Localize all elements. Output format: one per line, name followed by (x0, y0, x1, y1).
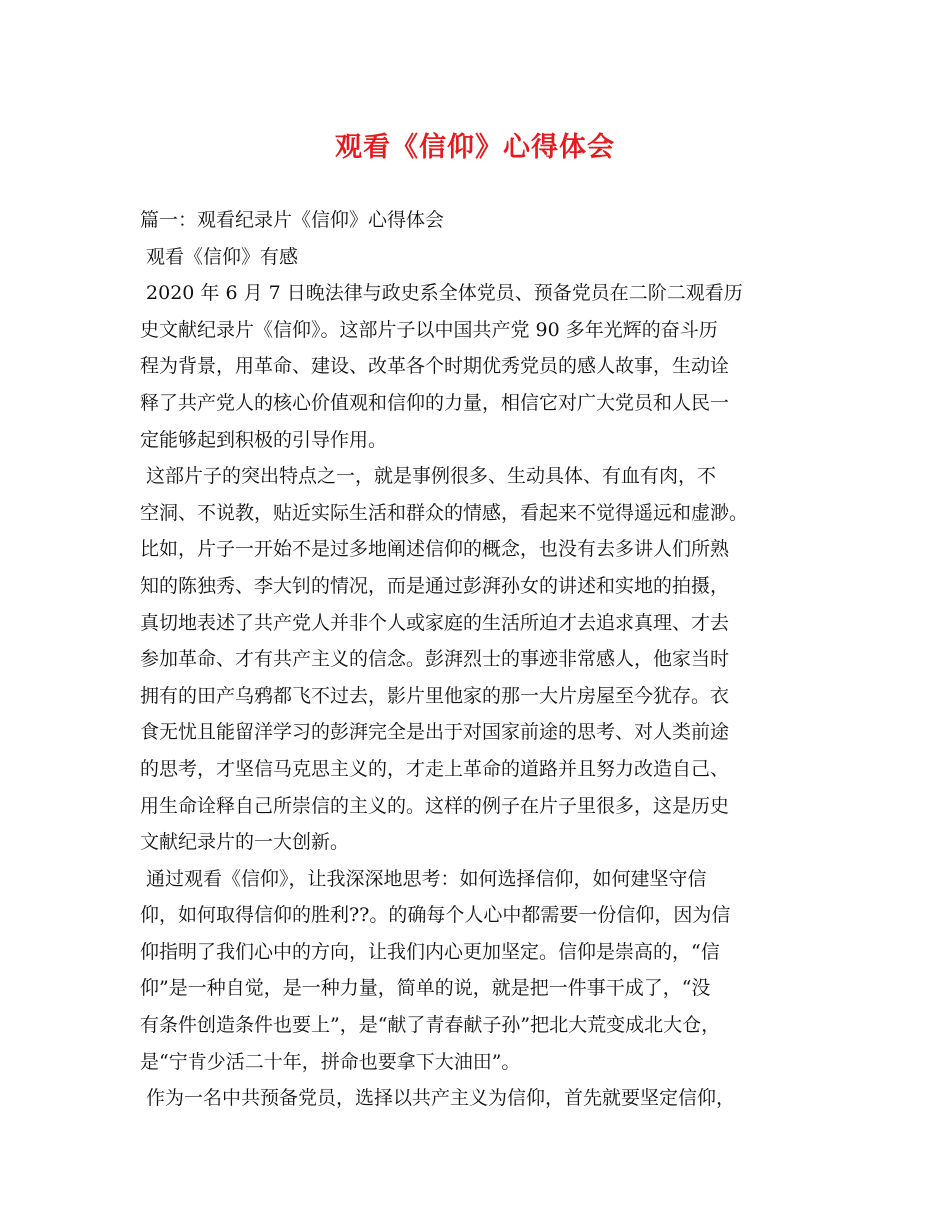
text-line: 2020 年 6 月 7 日晚法律与政史系全体党员、预备党员在二阶二观看历 (140, 282, 743, 305)
text-line: 作为一名中共预备党员，选择以共产主义为信仰，首先就要坚定信仰， (140, 1087, 736, 1110)
text-line: 参加革命、才有共产主义的信念。彭湃烈士的事迹非常感人，他家当时 (140, 648, 730, 671)
paragraph (140, 202, 830, 239)
document-title: 观看《信仰》心得体会 (335, 132, 615, 163)
text-line: 仰”是一种自觉，是一种力量，简单的说，就是把一件事干成了，“没 (140, 977, 711, 1000)
text-line: 是“宁肯少活二十年，拼命也要拿下大油田”。 (140, 1050, 521, 1073)
paragraph (140, 458, 830, 861)
paragraph (140, 1080, 830, 1117)
text-line: 释了共产党人的核心价值观和信仰的力量，相信它对广大党员和人民一 (140, 391, 730, 414)
text-line: 拥有的田产乌鸦都飞不过去，影片里他家的那一大片房屋至今犹存。衣 (140, 684, 730, 707)
text-line: 文献纪录片的一大创新。 (140, 831, 350, 854)
paragraph (140, 275, 830, 458)
text-line: 观看《信仰》有感 (140, 245, 299, 268)
text-line: 定能够起到积极的引导作用。 (140, 428, 388, 451)
text-line: 知的陈独秀、李大钊的情况，而是通过彭湃孙女的讲述和实地的拍摄， (140, 574, 730, 597)
text-line: 有条件创造条件也要上”，是“献了青春献子孙”把北大荒变成北大仓， (140, 1014, 721, 1037)
text-line: 篇一：观看纪录片《信仰》心得体会 (140, 209, 445, 231)
text-line: 程为背景，用革命、建设、改革各个时期优秀党员的感人故事，生动诠 (140, 355, 730, 378)
text-line: 真切地表述了共产党人并非个人或家庭的生活所迫才去追求真理、才去 (140, 611, 730, 634)
paragraph (140, 861, 830, 1081)
text-line: 食无忧且能留洋学习的彭湃完全是出于对国家前途的思考、对人类前途 (140, 721, 730, 744)
text-line: 比如，片子一开始不是过多地阐述信仰的概念，也没有去多讲人们所熟 (140, 538, 730, 561)
text-line: 仰，如何取得信仰的胜利??。的确每个人心中都需要一份信仰，因为信 (140, 904, 731, 927)
text-line: 这部片子的突出特点之一，就是事例很多、生动具体、有血有肉，不 (140, 465, 717, 488)
text-line: 空洞、不说教，贴近实际生活和群众的情感，看起来不觉得遥远和虚渺。 (140, 501, 749, 524)
text-line: 仰指明了我们心中的方向，让我们内心更加坚定。信仰是崇高的，“信 (140, 940, 720, 963)
text-line: 用生命诠释自己所崇信的主义的。这样的例子在片子里很多，这是历史 (140, 794, 730, 817)
paragraph (140, 239, 830, 276)
text-line: 史文献纪录片《信仰》。这部片子以中国共产党 90 多年光辉的奋斗历 (140, 318, 718, 341)
document-body (140, 202, 830, 1117)
text-line: 通过观看《信仰》，让我深深地思考：如何选择信仰，如何建坚守信 (140, 867, 707, 890)
text-line: 的思考，才坚信马克思主义的，才走上革命的道路并且努力改造自己、 (140, 757, 730, 780)
